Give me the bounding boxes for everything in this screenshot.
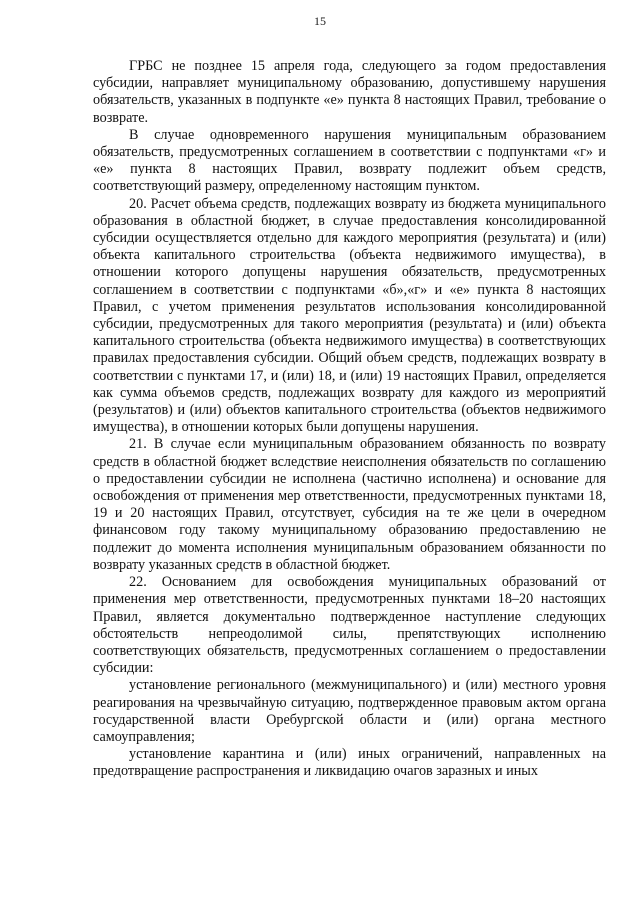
document-body — [93, 58, 606, 781]
paragraph-quarantine: установление карантина и (или) иных ограничений, направленных на предотвращение распространения и ликвидацию очагов заразных и иных — [93, 746, 606, 780]
paragraph-item-21: 21. В случае если муниципальным образованием обязанность по возврату средств в областной бюджет вследствие неисполнения обязательств по соглашению о предоставлении субсидии не исполнена (частично исполнена) и основание для освобождения от применения мер ответственности, предусмотренных пунктами 18, 19 и 20 настоящих Правил, отсутствует, субсидия на те же цели в очередном финансовом году такому муниципальному образованию предоставлению не подлежит до момента исполнения муниципальным образованием обязанности по возврату указанных средств в областной бюджет. — [93, 436, 606, 573]
paragraph-grbs-deadline: ГРБС не позднее 15 апреля года, следующего за годом предоставления субсидии, направляет муниципальному образованию, допустившему нарушения обязательств, указанных в подпункте «е» пункта 8 настоящих Правил, требование о возврате. — [93, 58, 606, 126]
paragraph-emergency-response: установление регионального (межмуниципального) и (или) местного уровня реагирования на чрезвычайную ситуацию, подтвержденное правовым актом органа государственной власти Оребургской области и (или) органа местного самоуправления; — [93, 677, 606, 745]
page-number: 15 — [314, 14, 326, 28]
paragraph-simultaneous-violation: В случае одновременного нарушения муниципальным образованием обязательств, предусмотренных соглашением в соответствии с подпунктами «г» и «е» пункта 8 настоящих Правил, возврату подлежит объем средств, соответствующий размеру, определенному настоящим пунктом. — [93, 126, 606, 195]
paragraph-item-20: 20. Расчет объема средств, подлежащих возврату из бюджета муниципального образования в областной бюджет, в случае предоставления консолидированной субсидии осуществляется отдельно для каждого мероприятия (результата) и (или) объекта капитального строительства (объекта недвижимого имущества), в отношении которого допущены нарушения обязательств, предусмотренных соглашением в соответствии с подпунктами «б»,«г» и «е» пункта 8 настоящих Правил, с учетом применения результатов использования консолидированной субсидии, предусмотренных для такого мероприятия (результата) и (или) объекта капитального строительства (объекта недвижимого имущества) в соответствующих правилах предоставления субсидии. Общий объем средств, подлежащих возврату в соответствии с пунктами 17, и (или) 18, и (или) 19 настоящих Правил, определяется как сумма объемов средств, подлежащих возврату для каждого из мероприятий (результатов) и (или) объектов капитального строительства (объектов недвижимого имущества), в отношении которых были допущены нарушения. — [93, 195, 606, 436]
paragraph-item-22: 22. Основанием для освобождения муниципальных образований от применения мер ответственности, предусмотренных пунктами 18–20 настоящих Правил, является документально подтвержденное наступление следующих обстоятельств непреодолимой силы, препятствующих исполнению соответствующих обязательств, предусмотренных соглашением о предоставлении субсидии: — [93, 574, 606, 677]
